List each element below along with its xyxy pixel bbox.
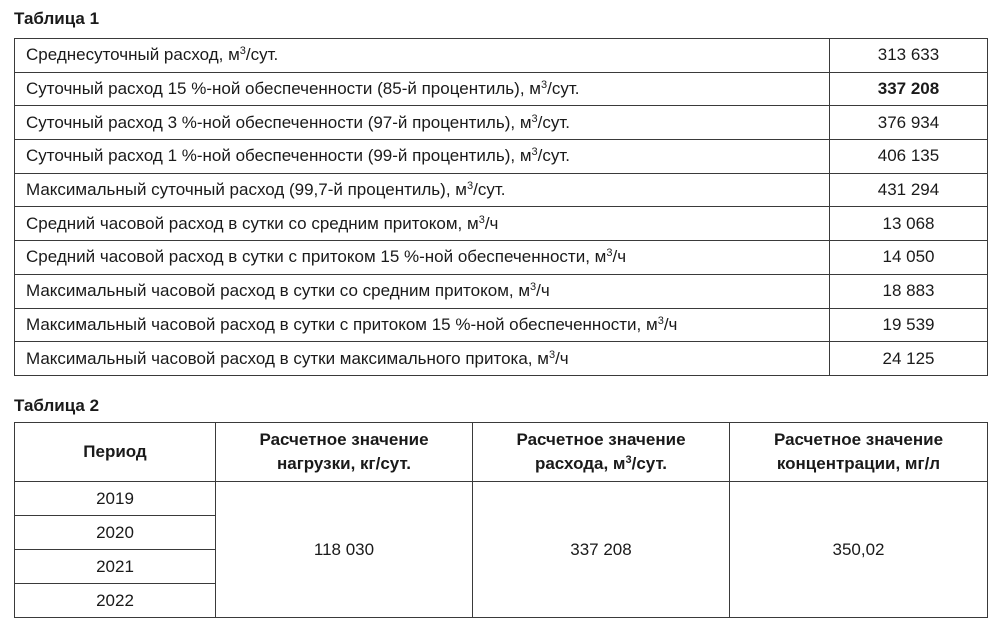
- table1-value-cell: 18 883: [830, 274, 988, 308]
- header-load: [216, 423, 473, 482]
- table1-unit-superscript: 3: [478, 213, 485, 226]
- table1-unit-superscript: 3: [531, 146, 538, 159]
- table1-label-cell: [15, 39, 830, 73]
- load-value: 118 030: [216, 482, 473, 618]
- table1-row: [15, 274, 988, 308]
- year-cell: 2021: [15, 550, 216, 584]
- table1-label-text: Максимальный часовой расход в сутки максимального притока, м: [26, 348, 549, 368]
- table1-row: [15, 241, 988, 275]
- table1-value-cell: 313 633: [830, 39, 988, 73]
- table1-row: [15, 106, 988, 140]
- table1-value-cell: 431 294: [830, 173, 988, 207]
- table1-label-unit: /сут.: [473, 180, 506, 200]
- table1-value-cell: 14 050: [830, 241, 988, 275]
- table1-unit-superscript: 3: [606, 247, 613, 260]
- concentration-value: 350,02: [730, 482, 988, 618]
- table1-label-cell: [15, 106, 830, 140]
- year-cell: 2019: [15, 482, 216, 516]
- table1-label-unit: /ч: [612, 247, 627, 267]
- table1-label-cell: [15, 207, 830, 241]
- table1-unit-superscript: 3: [466, 180, 474, 193]
- table1-label-unit: /сут.: [547, 79, 580, 99]
- header-period: [15, 423, 216, 482]
- header-flow-sup: 3: [625, 454, 632, 466]
- table2: [14, 422, 988, 618]
- table1-value-cell: 24 125: [830, 342, 988, 376]
- header-period-label: Период: [83, 442, 147, 461]
- header-load-line2: нагрузки, кг/сут.: [276, 454, 412, 473]
- table1-label-unit: /сут.: [537, 112, 570, 132]
- table1-label-cell: [15, 241, 830, 275]
- table1-label-text: Максимальный часовой расход в сутки с притоком 15 %-ной обеспеченности, м: [26, 314, 658, 334]
- table1-label-cell: [15, 140, 830, 174]
- table1-row: [15, 39, 988, 73]
- table1-label-text: Среднесуточный расход, м: [26, 45, 240, 65]
- table1-row: [15, 342, 988, 376]
- header-flow: [473, 423, 730, 482]
- table1-label-cell: [15, 308, 830, 342]
- header-load-line1: Расчетное значение: [259, 430, 429, 449]
- table1-label-text: Суточный расход 1 %-ной обеспеченности (99-й процентиль), м: [26, 146, 532, 166]
- table1-label-text: Средний часовой расход в сутки с притоком 15 %-ной обеспеченности, м: [26, 247, 607, 267]
- table1-caption: Таблица 1: [14, 9, 100, 28]
- year-cell: 2020: [15, 516, 216, 550]
- table1-label-text: Максимальный часовой расход в сутки со средним притоком, м: [26, 281, 531, 301]
- table1-unit-superscript: 3: [530, 281, 537, 294]
- table1: [14, 38, 988, 376]
- table1-label-cell: [15, 274, 830, 308]
- table1-value-cell: 337 208: [830, 72, 988, 106]
- table1-value-cell: 19 539: [830, 308, 988, 342]
- table1-label-unit: /ч: [663, 314, 678, 334]
- table2-header-row: [15, 423, 988, 482]
- table1-value-cell: 376 934: [830, 106, 988, 140]
- table1-label-text: Суточный расход 3 %-ной обеспеченности (97-й процентиль), м: [26, 112, 532, 132]
- header-flow-line2-post: /сут.: [631, 454, 668, 473]
- table1-label-unit: /ч: [555, 348, 569, 368]
- header-flow-line1: Расчетное значение: [516, 430, 686, 449]
- table1-unit-superscript: 3: [531, 112, 538, 125]
- table1-label-cell: [15, 72, 830, 106]
- table1-unit-superscript: 3: [239, 45, 246, 58]
- table2-row: [15, 482, 988, 516]
- table1-row: [15, 140, 988, 174]
- flow-value: 337 208: [473, 482, 730, 618]
- table1-label-cell: [15, 173, 830, 207]
- table1-label-unit: /сут.: [537, 146, 570, 166]
- table1-label-text: Суточный расход 15 %-ной обеспеченности (85-й процентиль), м: [26, 79, 541, 99]
- table1-unit-superscript: 3: [657, 314, 664, 327]
- table1-value-cell: 406 135: [830, 140, 988, 174]
- table1-unit-superscript: 3: [548, 348, 556, 361]
- table1-label-unit: /ч: [536, 281, 550, 301]
- year-cell: 2022: [15, 584, 216, 618]
- table1-label-unit: /ч: [484, 213, 499, 233]
- table1-label-text: Средний часовой расход в сутки со средним притоком, м: [26, 213, 479, 233]
- header-conc-line2: концентрации, мг/л: [776, 454, 941, 473]
- table1-row: [15, 308, 988, 342]
- table1-label-cell: [15, 342, 830, 376]
- header-concentration: [730, 423, 988, 482]
- header-flow-line2-pre: расхода, м: [534, 454, 626, 473]
- table1-row: [15, 173, 988, 207]
- table1-row: [15, 207, 988, 241]
- table1-row: [15, 72, 988, 106]
- table1-label-text: Максимальный суточный расход (99,7-й процентиль), м: [26, 180, 467, 200]
- header-conc-line1: Расчетное значение: [773, 430, 944, 449]
- table2-caption: Таблица 2: [14, 396, 100, 415]
- table1-value-cell: 13 068: [830, 207, 988, 241]
- table1-unit-superscript: 3: [540, 79, 548, 92]
- table1-label-unit: /сут.: [245, 45, 279, 65]
